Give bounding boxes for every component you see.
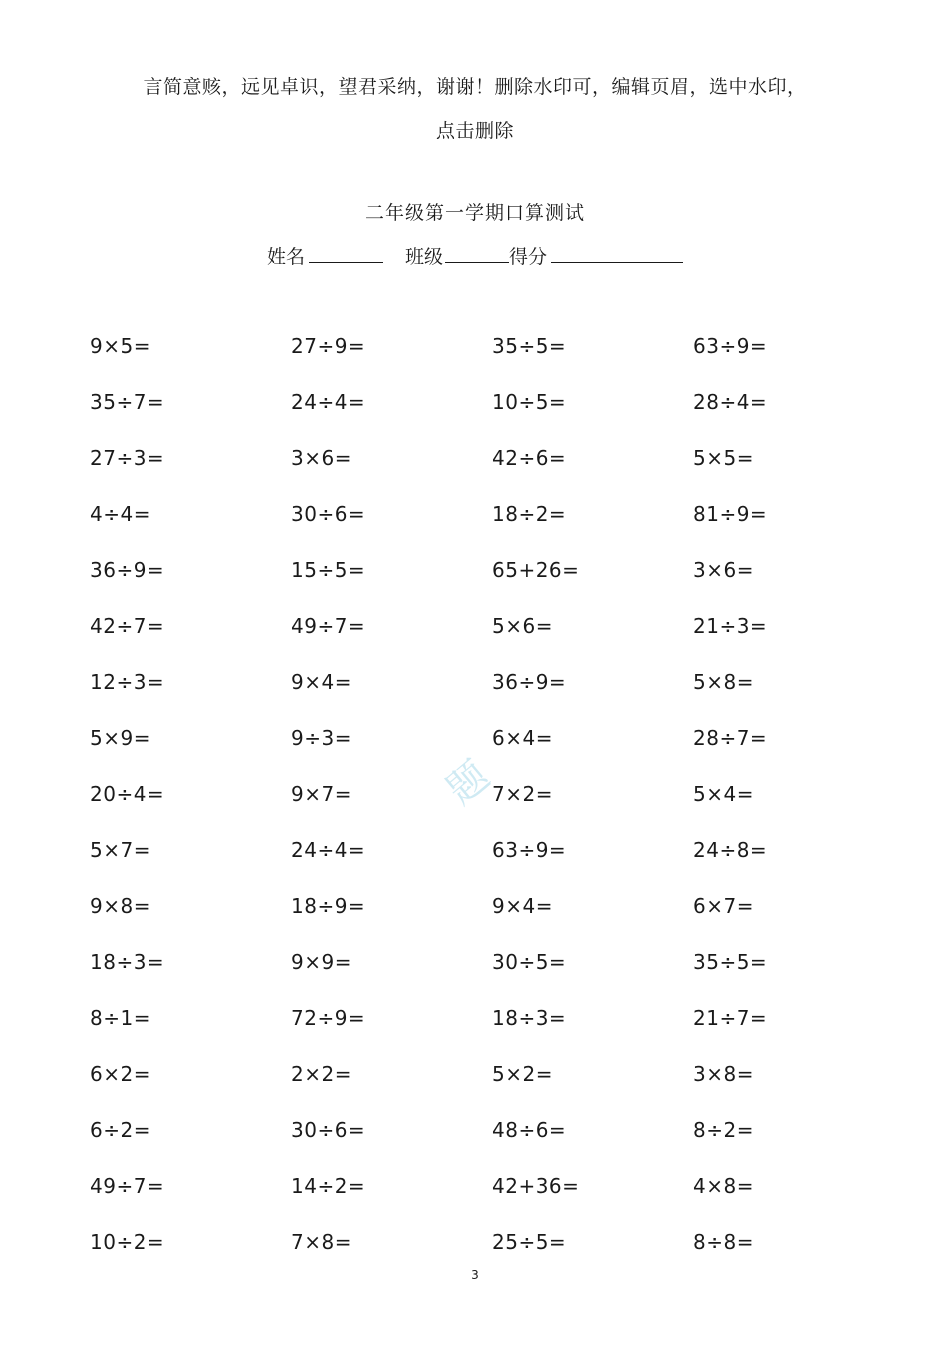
arithmetic-problem: 18÷3= (492, 1006, 567, 1030)
arithmetic-problem: 5×4= (693, 782, 754, 806)
arithmetic-problem: 18÷3= (90, 950, 165, 974)
arithmetic-problem: 9÷3= (291, 726, 352, 750)
arithmetic-problem: 48÷6= (492, 1118, 567, 1142)
problem-row (90, 430, 910, 486)
arithmetic-problem: 6×2= (90, 1062, 151, 1086)
arithmetic-problem: 15÷5= (291, 558, 366, 582)
problem-row (90, 542, 910, 598)
arithmetic-problem: 4×8= (693, 1174, 754, 1198)
arithmetic-problem: 3×6= (693, 558, 754, 582)
arithmetic-problem: 35÷5= (492, 334, 567, 358)
arithmetic-problem: 36÷9= (90, 558, 165, 582)
class-label: 班级 (404, 246, 443, 268)
arithmetic-problem: 63÷9= (492, 838, 567, 862)
arithmetic-problem: 4÷4= (90, 502, 151, 526)
arithmetic-problem: 9×9= (291, 950, 352, 974)
arithmetic-problem: 8÷8= (693, 1230, 754, 1254)
student-info-row (0, 242, 950, 269)
arithmetic-problem: 30÷5= (492, 950, 567, 974)
problem-row (90, 934, 910, 990)
arithmetic-problem: 5×5= (693, 446, 754, 470)
score-label: 得分 (509, 246, 548, 268)
arithmetic-problem: 18÷2= (492, 502, 567, 526)
arithmetic-problem: 5×6= (492, 614, 553, 638)
arithmetic-problem: 5×7= (90, 838, 151, 862)
problem-row (90, 1214, 910, 1270)
arithmetic-problem: 9×8= (90, 894, 151, 918)
arithmetic-problem: 28÷4= (693, 390, 768, 414)
problem-row (90, 878, 910, 934)
problem-grid (90, 318, 910, 1270)
problem-row (90, 1102, 910, 1158)
arithmetic-problem: 9×4= (492, 894, 553, 918)
name-blank-line (309, 242, 383, 263)
problem-row (90, 1046, 910, 1102)
arithmetic-problem: 30÷6= (291, 1118, 366, 1142)
arithmetic-problem: 42÷7= (90, 614, 165, 638)
arithmetic-problem: 9×5= (90, 334, 151, 358)
arithmetic-problem: 21÷3= (693, 614, 768, 638)
arithmetic-problem: 49÷7= (90, 1174, 165, 1198)
arithmetic-problem: 6×4= (492, 726, 553, 750)
arithmetic-problem: 5×2= (492, 1062, 553, 1086)
problem-row (90, 486, 910, 542)
arithmetic-problem: 9×4= (291, 670, 352, 694)
arithmetic-problem: 21÷7= (693, 1006, 768, 1030)
watermark-logo: 题 (438, 752, 499, 814)
score-blank-line (551, 242, 683, 263)
arithmetic-problem: 81÷9= (693, 502, 768, 526)
arithmetic-problem: 6÷2= (90, 1118, 151, 1142)
arithmetic-problem: 3×8= (693, 1062, 754, 1086)
header-line-2: 点击删除 (435, 120, 514, 142)
arithmetic-problem: 27÷9= (291, 334, 366, 358)
problem-row (90, 598, 910, 654)
arithmetic-problem: 28÷7= (693, 726, 768, 750)
name-label: 姓名 (266, 246, 305, 268)
arithmetic-problem: 8÷1= (90, 1006, 151, 1030)
header-line-1: 言简意赅，远见卓识，望君采纳，谢谢！删除水印可，编辑页眉，选中水印， (143, 76, 807, 98)
problem-row (90, 990, 910, 1046)
arithmetic-problem: 24÷4= (291, 838, 366, 862)
arithmetic-problem: 3×6= (291, 446, 352, 470)
problem-row (90, 710, 910, 766)
arithmetic-problem: 14÷2= (291, 1174, 366, 1198)
problem-row (90, 374, 910, 430)
arithmetic-problem: 5×8= (693, 670, 754, 694)
arithmetic-problem: 12÷3= (90, 670, 165, 694)
arithmetic-problem: 9×7= (291, 782, 352, 806)
arithmetic-problem: 7×8= (291, 1230, 352, 1254)
arithmetic-problem: 30÷6= (291, 502, 366, 526)
arithmetic-problem: 72÷9= (291, 1006, 366, 1030)
arithmetic-problem: 10÷5= (492, 390, 567, 414)
arithmetic-problem: 10÷2= (90, 1230, 165, 1254)
arithmetic-problem: 24÷8= (693, 838, 768, 862)
arithmetic-problem: 35÷5= (693, 950, 768, 974)
arithmetic-problem: 24÷4= (291, 390, 366, 414)
problem-row (90, 318, 910, 374)
arithmetic-problem: 2×2= (291, 1062, 352, 1086)
problem-row (90, 766, 910, 822)
arithmetic-problem: 5×9= (90, 726, 151, 750)
class-blank-line (445, 242, 509, 263)
arithmetic-problem: 42÷6= (492, 446, 567, 470)
arithmetic-problem: 63÷9= (693, 334, 768, 358)
arithmetic-problem: 27÷3= (90, 446, 165, 470)
arithmetic-problem: 25÷5= (492, 1230, 567, 1254)
arithmetic-problem: 49÷7= (291, 614, 366, 638)
problem-row (90, 1158, 910, 1214)
arithmetic-problem: 65+26= (492, 558, 580, 582)
arithmetic-problem: 18÷9= (291, 894, 366, 918)
problem-row (90, 654, 910, 710)
arithmetic-problem: 42+36= (492, 1174, 580, 1198)
arithmetic-problem: 8÷2= (693, 1118, 754, 1142)
page-number: 3 (471, 1268, 479, 1282)
arithmetic-problem: 20÷4= (90, 782, 165, 806)
page-title: 二年级第一学期口算测试 (364, 202, 585, 224)
problem-row (90, 822, 910, 878)
arithmetic-problem: 7×2= (492, 782, 553, 806)
arithmetic-problem: 35÷7= (90, 390, 165, 414)
arithmetic-problem: 36÷9= (492, 670, 567, 694)
arithmetic-problem: 6×7= (693, 894, 754, 918)
